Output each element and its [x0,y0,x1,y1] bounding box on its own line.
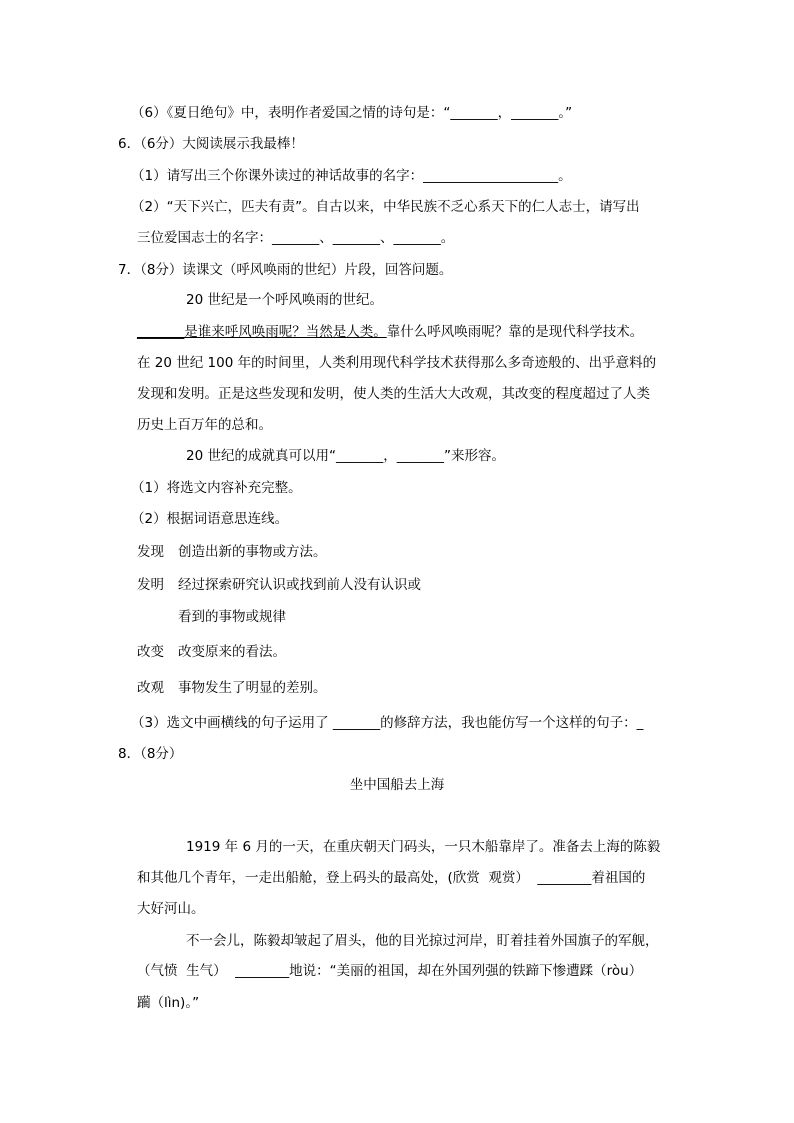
matching-word: 发现 [137,544,164,560]
q7-passage-p2-line1 [137,323,643,341]
q6-item2-line1: （2）“天下兴亡，匹夫有责”。自古以来，中华民族不乏心系天下的仁人志士，请写出 [131,199,640,215]
matching-row [137,543,327,561]
matching-meaning: 创造出新的事物或方法。 [178,544,327,560]
q8-p2-line2: （气愤 生气） ________地说：“美丽的祖国，却在外国列强的铁蹄下惨遭蹂（ròu） [137,963,643,979]
q6-item2-line2: 三位爱国志士的名字：_______、_______、_______。 [137,230,455,246]
q7-item1: （1）将选文内容补充完整。 [131,480,302,496]
matching-row [137,643,286,661]
q7-passage-p2-line3: 发现和发明。正是这些发现和发明，使人类的生活大大改观，其改变的程度超过了人类 [137,386,650,402]
matching-meaning: 改变原来的看法。 [178,644,286,660]
matching-word: 发明 [137,577,164,593]
q6-header: 6．（6分）大阅读展示我最棒！ [118,136,304,152]
passage-title: 坐中国船去上海 [349,777,445,793]
q7-passage-p2-line4: 历史上百万年的总和。 [137,417,272,433]
q8-p1-line3: 大好河山。 [137,901,205,917]
q7-item3: （3）选文中画横线的句子运用了 _______的修辞方法，我也能仿写一个这样的句子：_ [131,715,644,731]
underlined-sentence: _______是谁来呼风唤雨呢？当然是人类。 [137,324,387,340]
q8-p2-line3: 躏（lìn)。” [137,995,200,1011]
q8-p1-line2: 和其他几个青年，一走出船舱，登上码头的最高处，(欣赏 观赏） ________着祖国的 [137,870,646,886]
matching-row [137,576,421,594]
q8-p1-line1: 1919 年 6 月的一天，在重庆朝天门码头，一只木船靠岸了。准备去上海的陈毅 [186,839,661,855]
q8-header: 8．（8分） [118,746,183,762]
matching-row [137,679,327,697]
matching-meaning: 事物发生了明显的差别。 [178,680,327,696]
matching-meaning-cont: 看到的事物或规律 [178,609,286,625]
matching-word: 改变 [137,644,164,660]
passage-text: 靠什么呼风唤雨呢？靠的是现代科学技术。 [386,324,644,340]
matching-meaning: 经过探索研究认识或找到前人没有认识或 [178,577,421,593]
q7-passage-p3: 20 世纪的成就真可以用“_______，_______”来形容。 [186,448,505,464]
q7-passage-p1: 20 世纪是一个呼风唤雨的世纪。 [186,292,383,308]
q6-item1: （1）请写出三个你课外读过的神话故事的名字：____________________。 [131,168,572,184]
q7-header: 7．（8分）读课文（呼风唤雨的世纪）片段，回答问题。 [118,262,453,278]
q7-item2: （2）根据词语意思连线。 [131,511,289,527]
q8-p2-line1: 不一会儿，陈毅却皱起了眉头，他的目光掠过河岸，盯着挂着外国旗子的军舰， [186,933,659,949]
q7-passage-p2-line2: 在 20 世纪 100 年的时间里，人类利用现代科学技术获得那么多奇迹般的、出乎意料的 [137,355,657,371]
matching-word: 改观 [137,680,164,696]
q5-item6: （6）《夏日绝句》中，表明作者爱国之情的诗句是：“_______，_______。” [131,105,573,121]
